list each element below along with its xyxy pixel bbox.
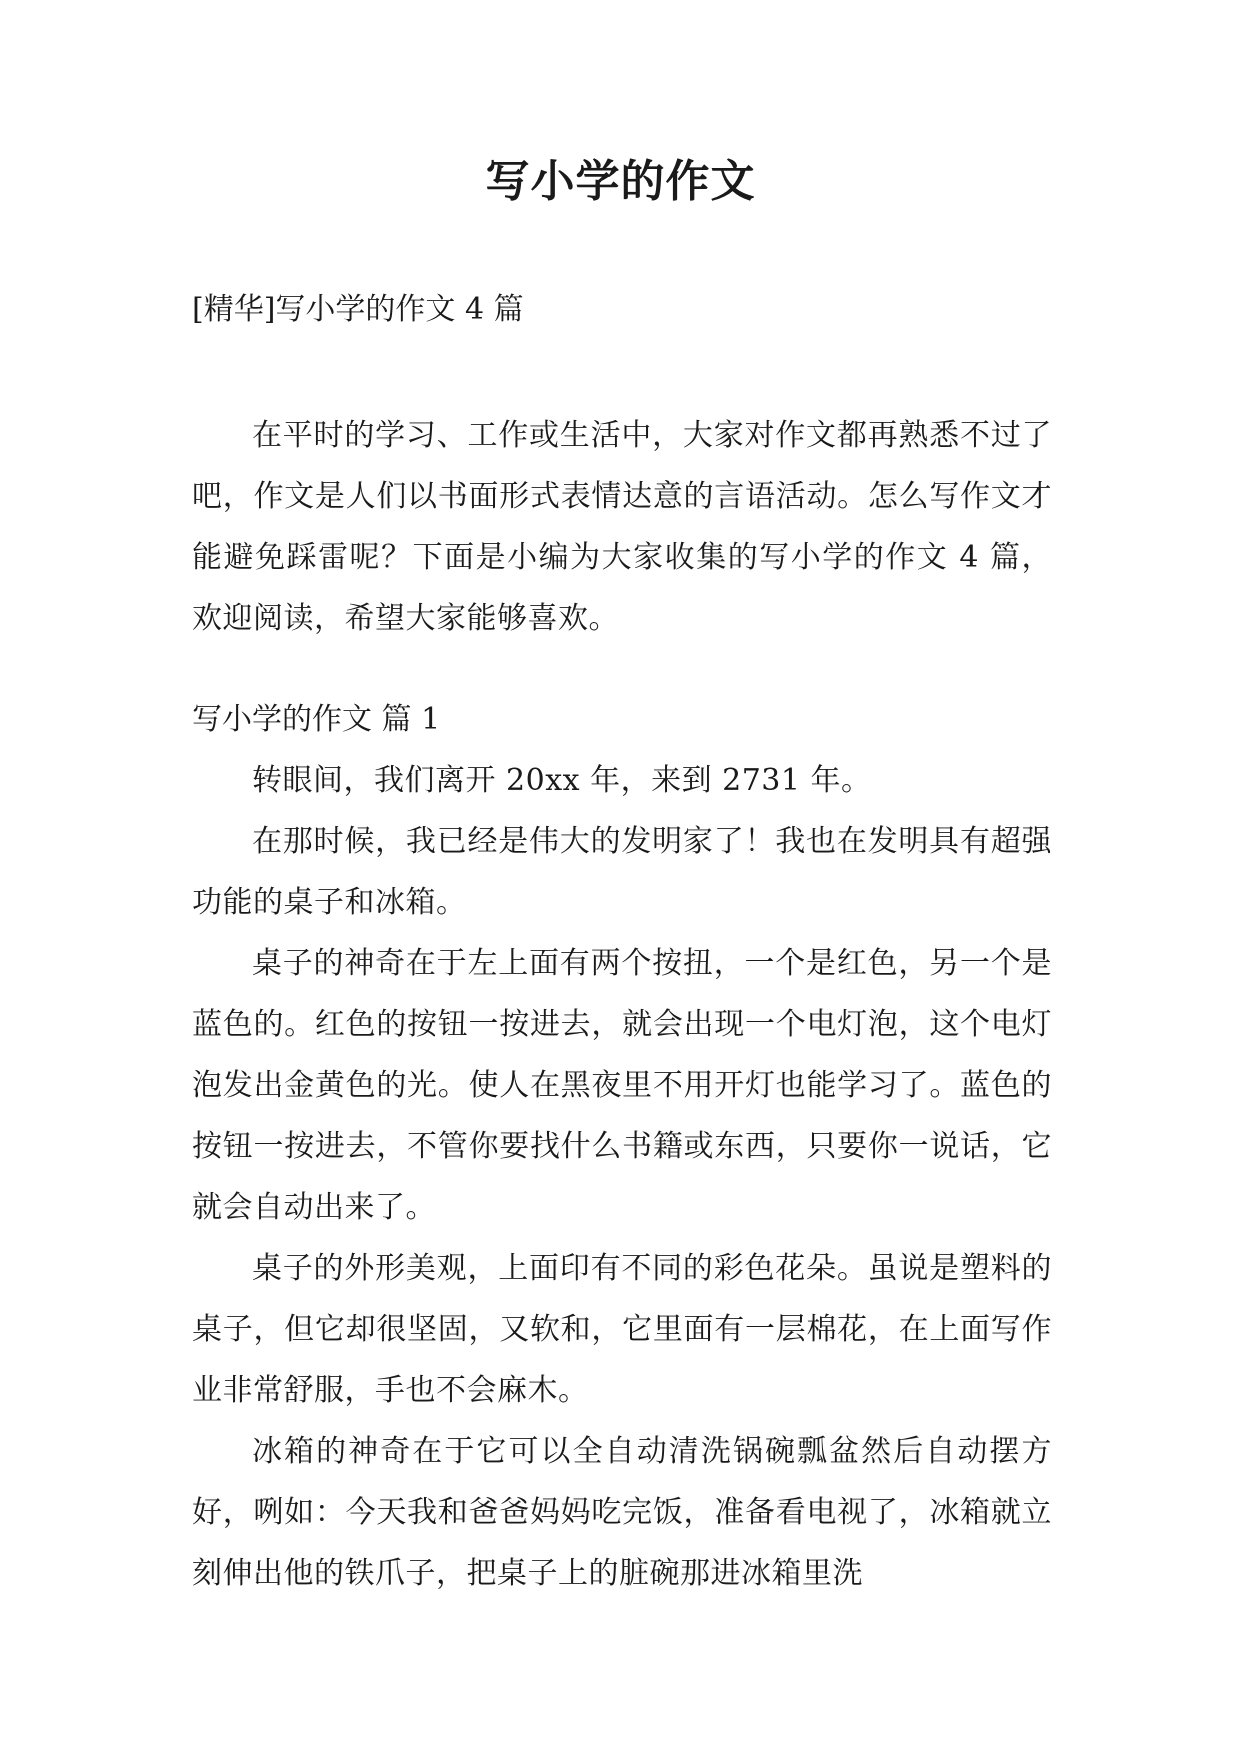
intro-paragraph: 在平时的学习、工作或生活中，大家对作文都再熟悉不过了吧，作文是人们以书面形式表情达意的言语活动。怎么写作文才能避免踩雷呢？下面是小编为大家收集的写小学的作文 4 篇，欢迎阅读，希望大家能够喜欢。 (192, 418, 1052, 636)
paragraph-5: 冰箱的神奇在于它可以全自动清洗锅碗瓢盆然后自动摆方好，咧如：今天我和爸爸妈妈吃完饭，准备看电视了，冰箱就立刻伸出他的铁爪子，把桌子上的脏碗那进冰箱里洗 (192, 1434, 1052, 1591)
essay-body (192, 750, 1052, 1604)
intro-block (192, 405, 1052, 649)
paragraph-2: 在那时候，我已经是伟大的发明家了！我也在发明具有超强功能的桌子和冰箱。 (192, 824, 1052, 920)
document-subtitle: [精华]写小学的作文 4 篇 (192, 292, 524, 327)
section-heading: 写小学的作文 篇 1 (192, 702, 441, 737)
document-title: 写小学的作文 (485, 156, 756, 207)
paragraph-3: 桌子的神奇在于左上面有两个按扭，一个是红色，另一个是蓝色的。红色的按钮一按进去，就会出现一个电灯泡，这个电灯泡发出金黄色的光。使人在黑夜里不用开灯也能学习了。蓝色的按钮一按进去，不管你要找什么书籍或东西，只要你一说话，它就会自动出来了。 (192, 946, 1052, 1225)
paragraph-4: 桌子的外形美观，上面印有不同的彩色花朵。虽说是塑料的桌子，但它却很坚固，又软和，它里面有一层棉花，在上面写作业非常舒服，手也不会麻木。 (192, 1251, 1052, 1408)
paragraph-1: 转眼间，我们离开 20xx 年，来到 2731 年。 (252, 763, 872, 798)
